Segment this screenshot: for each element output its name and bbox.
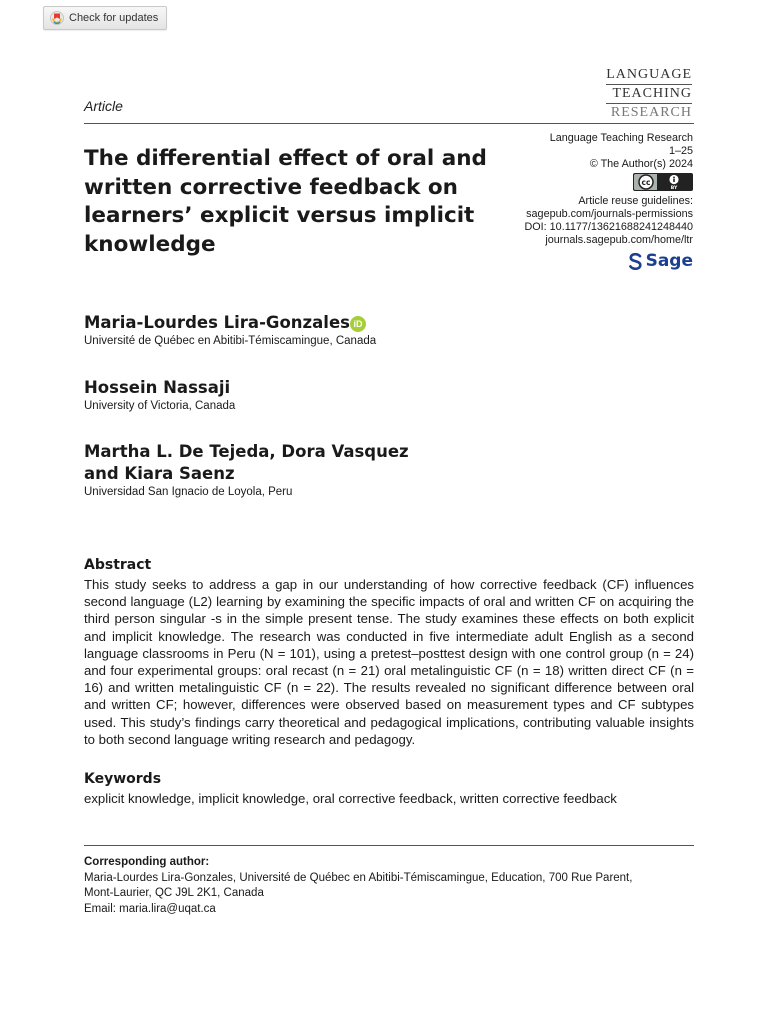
doi[interactable]: DOI: 10.1177/13621688241248440 (524, 221, 693, 233)
keywords-text: explicit knowledge, implicit knowledge, oral corrective feedback, written corrective feedback (84, 791, 617, 806)
cc-text: cc (641, 178, 651, 187)
cc-by-license-icon[interactable] (633, 173, 693, 191)
corresponding-email[interactable]: Email: maria.lira@uqat.ca (84, 902, 216, 915)
corresponding-address-line-1: Maria-Lourdes Lira-Gonzales, Université de Québec en Abitibi-Témiscamingue, Education, 700 Rue Parent, (84, 871, 633, 884)
author-block-3 (84, 441, 409, 500)
corresponding-author-label: Corresponding author: (84, 856, 210, 868)
by-text: BY (670, 186, 678, 191)
page-range: 1–25 (668, 145, 693, 157)
author-name-line-1: Martha L. De Tejeda, Dora Vasquez (84, 442, 409, 461)
permissions-link[interactable]: sagepub.com/journals-permissions (526, 208, 693, 220)
author-name-line-2: and Kiara Saenz (84, 464, 235, 483)
author-name-text: Maria-Lourdes Lira-Gonzales (84, 313, 350, 332)
journal-logo-line-1: LANGUAGE (606, 66, 692, 85)
footer-divider (84, 845, 694, 846)
corresponding-address-line-2: Mont-Laurier, QC J9L 2K1, Canada (84, 887, 264, 899)
crossmark-icon (50, 11, 64, 25)
author-name: Hossein Nassaji (84, 378, 231, 397)
author-name (84, 312, 376, 334)
check-for-updates-button[interactable] (43, 6, 167, 30)
check-updates-label: Check for updates (69, 12, 159, 24)
orcid-icon[interactable]: iD (350, 316, 366, 332)
copyright: © The Author(s) 2024 (589, 158, 693, 170)
article-type: Article (84, 98, 123, 114)
journal-logo-line-2: TEACHING (606, 85, 692, 104)
author-block-2 (84, 377, 235, 414)
journal-name: Language Teaching Research (549, 132, 693, 144)
abstract-text: This study seeks to address a gap in our understanding of how corrective feedback (CF) influences second language (L2) learning by examining the specific impacts of oral and written CF on acquiring the third person singular -s in the simple present tense. The study examines these effects on both explicit and implicit knowledge. The research was conducted in five intermediate adult English as a second language classrooms in Peru (N = 101), using a pretest–posttest design with one control group (n = 24) and four experimental groups: oral recast (n = 21) oral metalinguistic CF (n = 18) written direct CF (n = 16) and written metalinguistic CF (n = 22). The results revealed no significant difference between oral and written CF; however, differences were observed based on measurement types and CF subtypes used. This study’s findings carry theoretical and pedagogical implications, contributing valuable insights to both second language writing research and pedagogy. (84, 577, 694, 747)
author-affiliation: Université de Québec en Abitibi-Témiscamingue, Canada (84, 335, 377, 347)
article-metadata (453, 132, 693, 270)
publisher-name: Sage (645, 251, 693, 271)
article-title: The differential effect of oral and written corrective feedback on learners’ explicit versus implicit knowledge (84, 146, 487, 257)
author-affiliation: Universidad San Ignacio de Loyola, Peru (84, 486, 293, 498)
author-affiliation: University of Victoria, Canada (84, 400, 236, 412)
header-divider (84, 123, 694, 124)
corresponding-author (84, 855, 694, 917)
author-block-1 (84, 312, 376, 349)
journal-logo-line-3: RESEARCH (610, 105, 692, 120)
abstract-heading: Abstract (84, 557, 152, 573)
publisher-logo (453, 253, 693, 270)
reuse-guidelines: Article reuse guidelines: (578, 195, 693, 207)
keywords-heading: Keywords (84, 771, 162, 787)
journal-homepage-link[interactable]: journals.sagepub.com/home/ltr (545, 234, 693, 246)
journal-logo (606, 66, 692, 122)
sage-s-icon (629, 253, 642, 270)
